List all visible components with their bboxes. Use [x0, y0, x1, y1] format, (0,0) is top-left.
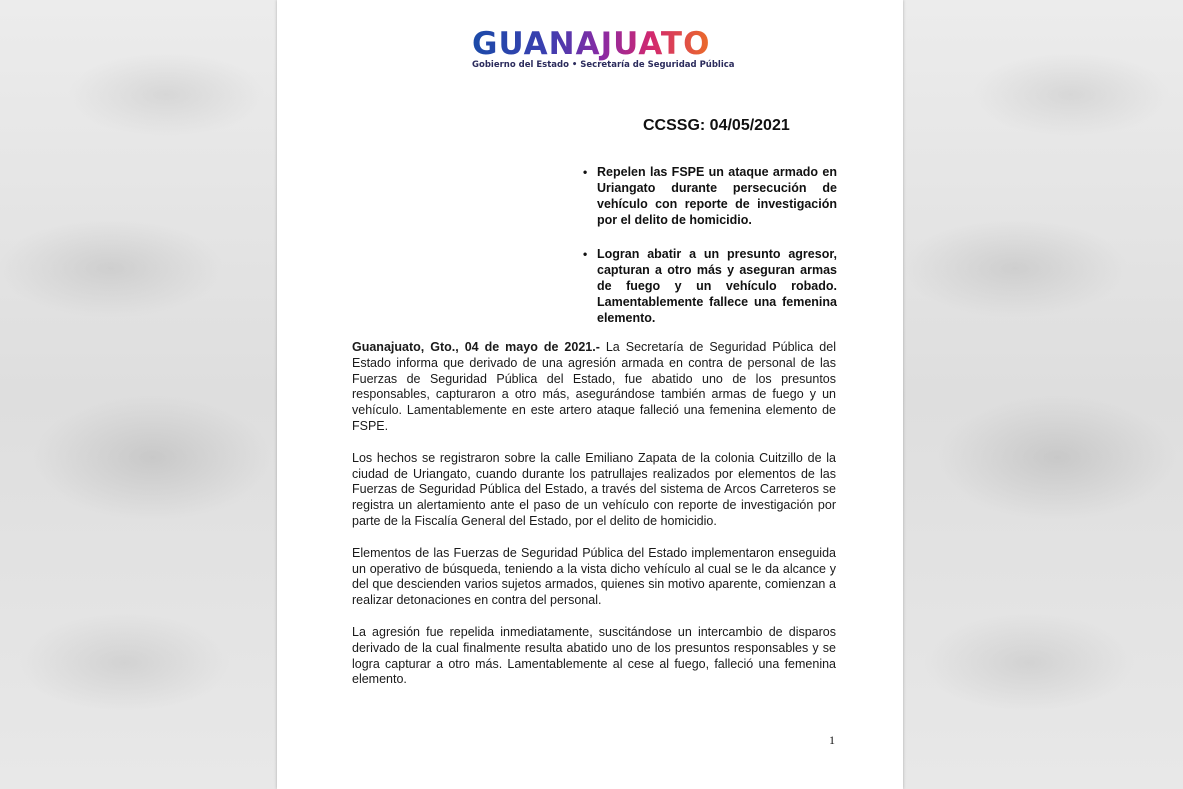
guanajuato-logo [472, 26, 735, 70]
paragraph: La agresión fue repelida inmediatamente, suscitándose un intercambio de disparos derivado de la cual finalmente resulta abatido uno de los presuntos responsables y se logra capturar a otro más. Lamentablemente al cese al fuego, falleció una femenina elemento. [352, 624, 836, 687]
logo-wordmark: GUANAJUATO [472, 27, 722, 61]
summary-bullet [583, 246, 837, 326]
bullet-dot-icon: • [583, 247, 588, 261]
paragraph [352, 340, 836, 435]
paragraph-text: La Secretaría de Seguridad Pública del Estado informa que derivado de una agresión armada en contra de personal de las Fuerzas de Seguridad Pública del Estado, fue abatido uno de los presuntos responsables, capturaron a otro más, asegurándose también armas de fuego y un vehículo. Lamentablemente en este artero ataque falleció una femenina elemento de FSPE. [352, 340, 836, 433]
blurred-background-left [0, 0, 277, 789]
logo-subtitle: Gobierno del Estado • Secretaría de Seguridad Pública [472, 60, 735, 70]
paragraph: Los hechos se registraron sobre la calle Emiliano Zapata de la colonia Cuitzillo de la ciudad de Uriangato, cuando durante los patrullajes realizados por elementos de las Fuerzas de Seguridad Pública del Estado, a través del sistema de Arcos Carreteros se registra un alertamiento ante el paso de un vehículo con reporte de investigación por parte de la Fiscalía General del Estado, por el delito de homicidio. [352, 450, 836, 528]
press-release-body [352, 340, 836, 704]
bullet-dot-icon: • [583, 165, 588, 179]
blurred-background-right [903, 0, 1183, 789]
summary-bullets [583, 164, 837, 344]
document-page [277, 0, 903, 789]
bullet-text: Logran abatir a un presunto agresor, capturan a otro más y aseguran armas de fuego y un vehículo robado. Lamentablemente fallece una femenina elemento. [597, 247, 837, 325]
bullet-text: Repelen las FSPE un ataque armado en Uriangato durante persecución de vehículo con reporte de investigación por el delito de homicidio. [597, 165, 837, 227]
dateline: Guanajuato, Gto., 04 de mayo de 2021.- [352, 340, 600, 354]
summary-bullet [583, 164, 837, 228]
document-code: CCSSG: 04/05/2021 [643, 117, 790, 134]
page-number: 1 [829, 733, 835, 747]
paragraph: Elementos de las Fuerzas de Seguridad Pública del Estado implementaron enseguida un operativo de búsqueda, teniendo a la vista dicho vehículo al cual se le da alcance y del que descienden varios sujetos armados, quienes sin motivo aparente, comienzan a realizar detonaciones en contra del personal. [352, 545, 836, 608]
